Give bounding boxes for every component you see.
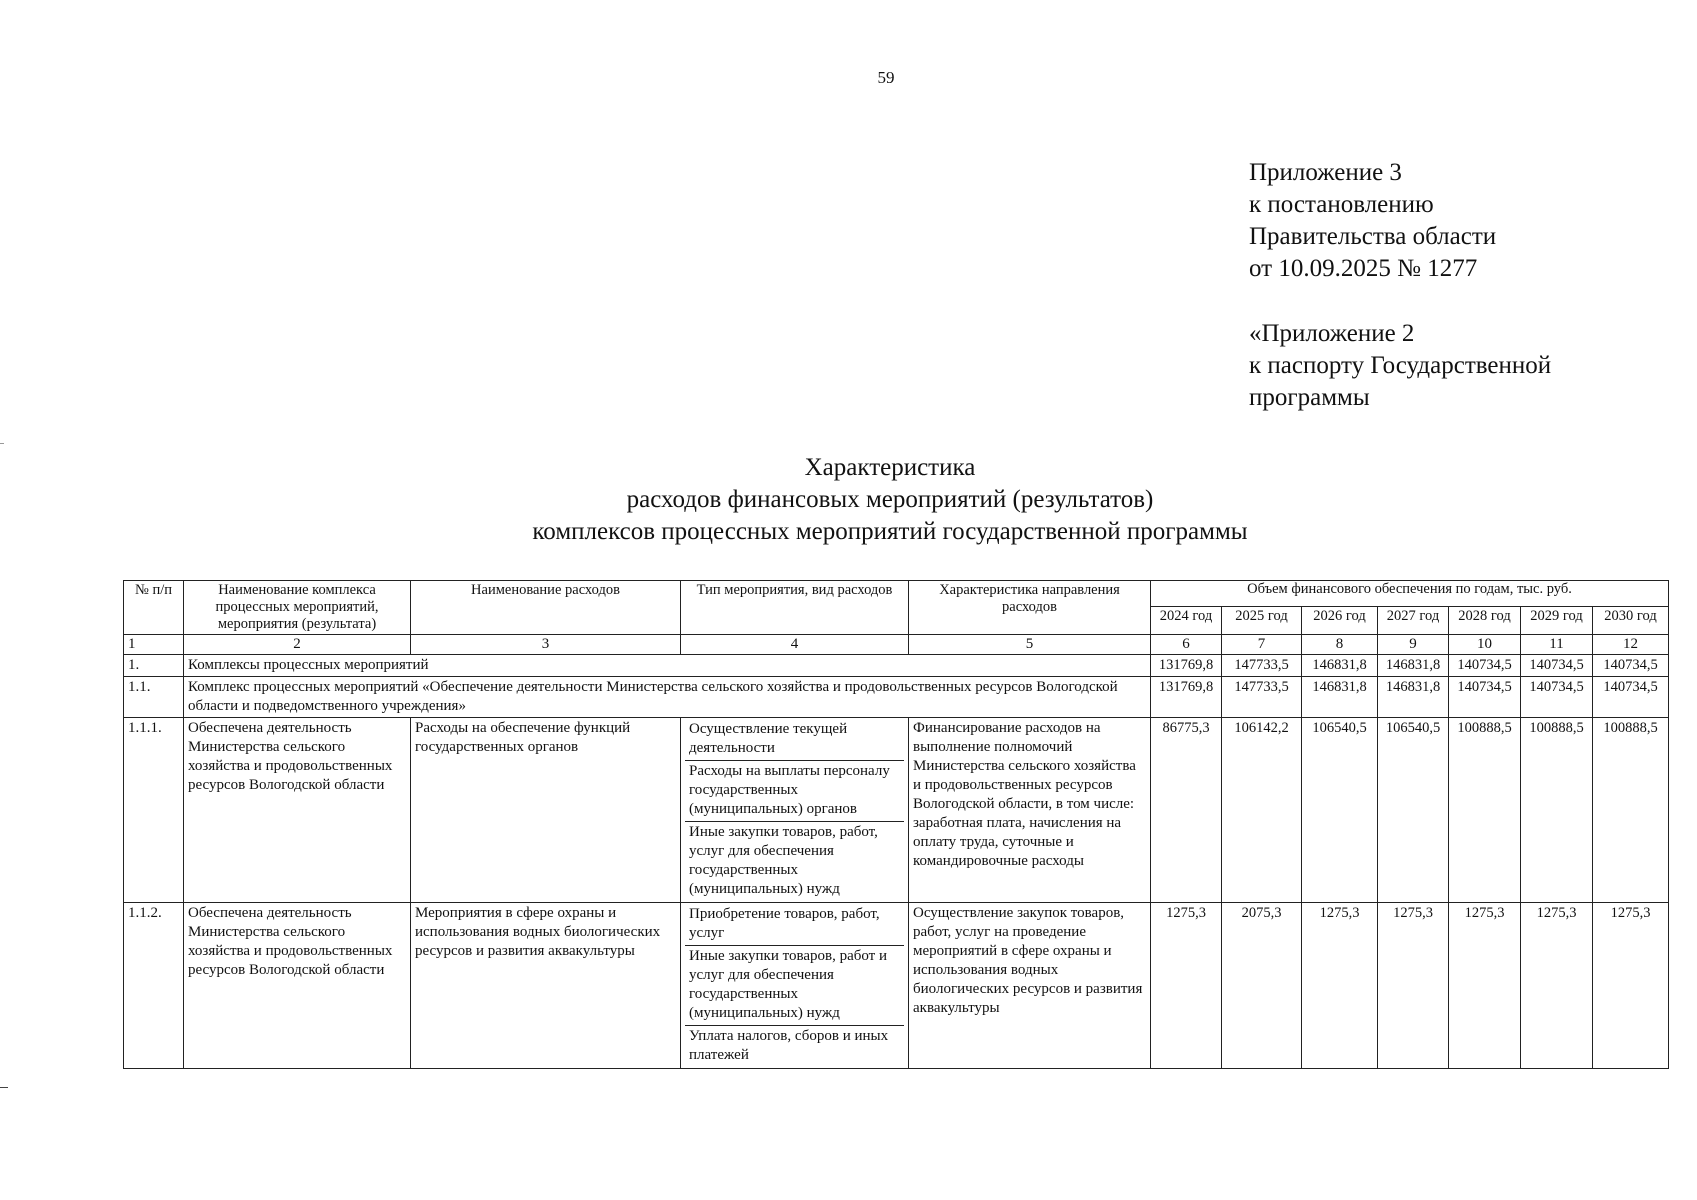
row-value: 106142,2 [1222,718,1302,903]
row-value: 147733,5 [1222,655,1302,677]
header-year: 2025 год [1222,606,1302,634]
annex-block [1249,157,1496,285]
row-value: 140734,5 [1449,677,1521,718]
annex-line: Правительства области [1249,223,1497,250]
header-year: 2024 год [1151,606,1222,634]
annex-line: от 10.09.2025 № 1277 [1249,255,1478,282]
header-funding: Объем финансового обеспечения по годам, тыс. руб. [1151,581,1669,607]
row-value: 1275,3 [1378,903,1449,1069]
table-row [124,903,1669,1069]
row-name: Обеспечена деятельность Министерства сельского хозяйства и продовольственных ресурсов Вологодской области [184,718,411,903]
column-number: 4 [681,635,909,655]
row-number: 1. [124,655,184,677]
row-value: 1275,3 [1449,903,1521,1069]
header-type: Тип мероприятия, вид расходов [681,581,909,635]
row-number: 1.1. [124,677,184,718]
header-expense-name: Наименование расходов [411,581,681,635]
title-line: расходов финансовых мероприятий (результатов) [626,486,1154,513]
row-characteristic: Финансирование расходов на выполнение полномочий Министерства сельского хозяйства и продовольственных ресурсов Вологодской области, в том числе: заработная плата, начисления на оплату труда, суточные и командировочные расходы [909,718,1151,903]
type-item: Приобретение товаров, работ, услуг [685,904,904,946]
scan-artifact-dash [0,1087,8,1088]
column-number: 7 [1222,635,1302,655]
header-no: № п/п [124,581,184,635]
column-number: 11 [1521,635,1593,655]
row-value: 146831,8 [1378,655,1449,677]
table-row [124,677,1669,718]
row-value: 100888,5 [1593,718,1669,903]
row-characteristic: Осуществление закупок товаров, работ, услуг на проведение мероприятий в сфере охраны и использования водных биологических ресурсов и развития аквакультуры [909,903,1151,1069]
row-expense-name: Расходы на обеспечение функций государственных органов [411,718,681,903]
row-value: 100888,5 [1449,718,1521,903]
table-header-row [124,581,1669,607]
column-number: 8 [1302,635,1378,655]
annex-line: Приложение 3 [1249,159,1402,186]
column-number: 1 [124,635,184,655]
column-number: 10 [1449,635,1521,655]
row-value: 146831,8 [1302,655,1378,677]
annex-inner-block [1249,318,1551,414]
annex-line: к постановлению [1249,191,1434,218]
title-line: Характеристика [804,454,976,481]
row-value: 131769,8 [1151,655,1222,677]
header-year: 2029 год [1521,606,1593,634]
scan-artifact-dot [0,443,4,444]
annex-inner-line: программы [1249,384,1370,411]
row-value: 146831,8 [1378,677,1449,718]
type-item: Осуществление текущей деятельности [685,719,904,761]
row-value: 2075,3 [1222,903,1302,1069]
row-types [681,718,909,903]
annex-inner-line: «Приложение 2 [1249,320,1415,347]
row-value: 1275,3 [1302,903,1378,1069]
row-value: 106540,5 [1302,718,1378,903]
row-value: 140734,5 [1521,677,1593,718]
type-item: Расходы на выплаты персоналу государственных (муниципальных) органов [685,761,904,822]
row-value: 1275,3 [1521,903,1593,1069]
row-value: 140734,5 [1593,677,1669,718]
row-name: Обеспечена деятельность Министерства сельского хозяйства и продовольственных ресурсов Вологодской области [184,903,411,1069]
column-number-row [124,635,1669,655]
header-year: 2030 год [1593,606,1669,634]
row-value: 147733,5 [1222,677,1302,718]
row-value: 100888,5 [1521,718,1593,903]
expenses-table [123,580,1669,1069]
header-name: Наименование комплекса процессных мероприятий, мероприятия (результата) [184,581,411,635]
row-number: 1.1.1. [124,718,184,903]
row-value: 1275,3 [1593,903,1669,1069]
title-line: комплексов процессных мероприятий государственной программы [532,518,1248,545]
type-item: Иные закупки товаров, работ, услуг для обеспечения государственных (муниципальных) нужд [689,824,878,897]
type-item: Иные закупки товаров, работ и услуг для обеспечения государственных (муниципальных) нужд [685,946,904,1026]
table-row [124,655,1669,677]
table-row [124,718,1669,903]
row-value: 146831,8 [1302,677,1378,718]
row-value: 86775,3 [1151,718,1222,903]
column-number: 5 [909,635,1151,655]
row-expense-name: Мероприятия в сфере охраны и использования водных биологических ресурсов и развития аквакультуры [411,903,681,1069]
column-number: 3 [411,635,681,655]
row-number: 1.1.2. [124,903,184,1069]
page-number: 59 [877,68,895,87]
row-name: Комплексы процессных мероприятий [184,655,1151,677]
type-item: Уплата налогов, сборов и иных платежей [689,1028,889,1063]
column-number: 9 [1378,635,1449,655]
row-value: 106540,5 [1378,718,1449,903]
header-year: 2027 год [1378,606,1449,634]
annex-inner-line: к паспорту Государственной [1249,352,1552,379]
row-value: 1275,3 [1151,903,1222,1069]
column-number: 2 [184,635,411,655]
document-title [440,452,1340,548]
row-types [681,903,909,1069]
column-number: 12 [1593,635,1669,655]
row-value: 140734,5 [1593,655,1669,677]
header-year: 2028 год [1449,606,1521,634]
row-value: 131769,8 [1151,677,1222,718]
row-value: 140734,5 [1521,655,1593,677]
header-year: 2026 год [1302,606,1378,634]
header-characteristic: Характеристика направления расходов [909,581,1151,635]
row-name: Комплекс процессных мероприятий «Обеспечение деятельности Министерства сельского хозяйства и продовольственных ресурсов Вологодской области и подведомственного учреждения» [184,677,1151,718]
row-value: 140734,5 [1449,655,1521,677]
column-number: 6 [1151,635,1222,655]
